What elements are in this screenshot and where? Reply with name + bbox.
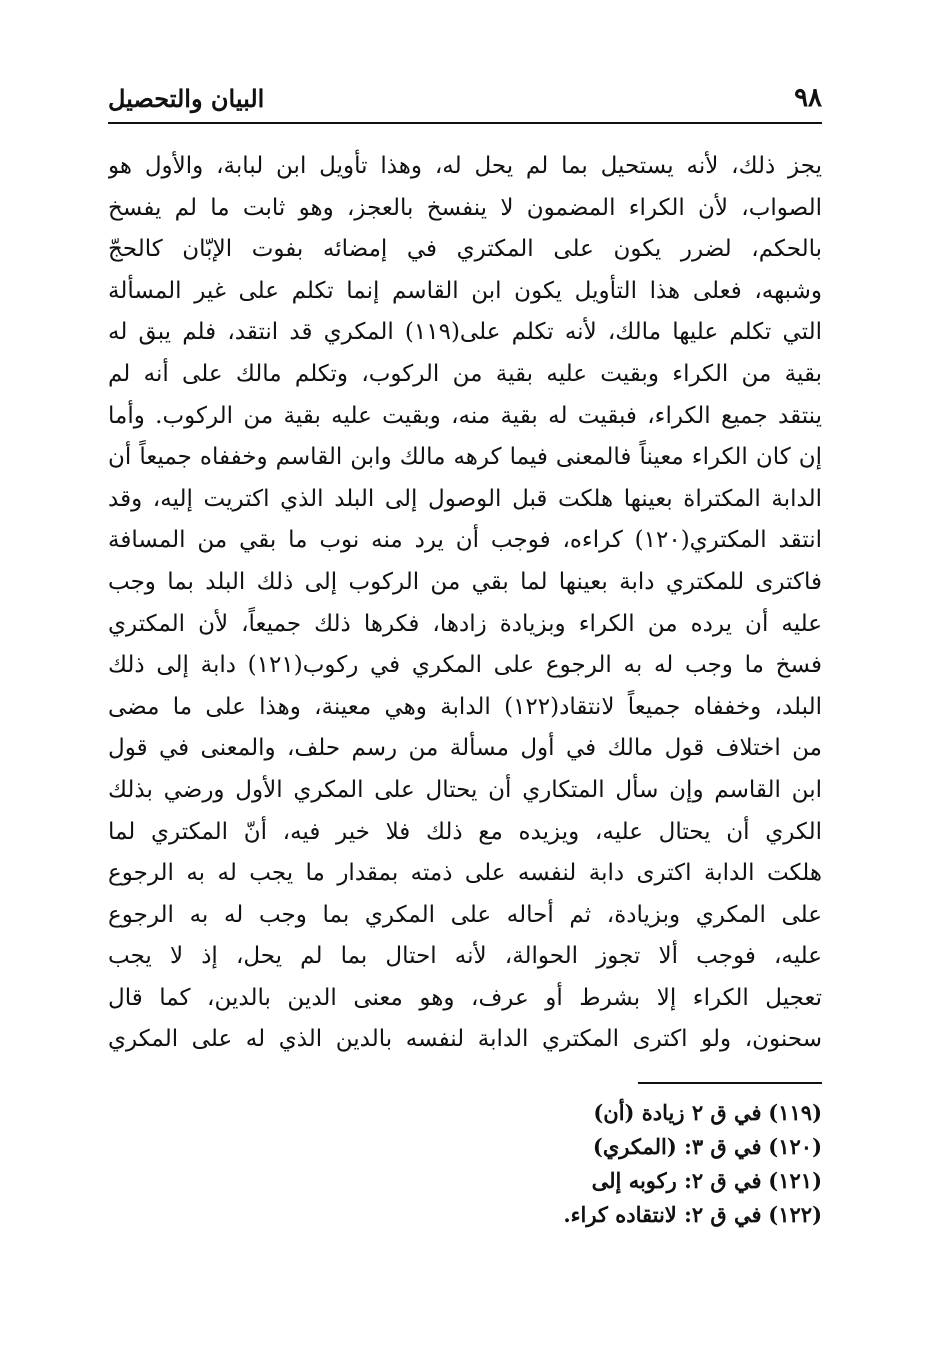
text-line: ابن القاسم وإن سأل المتكاري أن يحتال على المكري الأول ورضي بذلك [108,776,822,803]
footnotes [300,1096,822,1232]
footnote-number: (١٢٢) [768,1202,822,1227]
footnote [300,1096,822,1130]
text-line: انتقد المكتري(١٢٠) كراءه، فوجب أن يرد منه نوب ما بقي من المسافة [108,527,822,554]
text-line: بالحكم، لضرر يكون على المكتري في إمضائه بفوت الإبّان كالحجّ [108,236,822,263]
footnote [300,1198,822,1232]
text-line: تعجيل الكراء إلا بشرط أو عرف، وهو معنى الدين بالدين، كما قال [108,984,822,1011]
text-line: وشبهه، فعلى هذا التأويل يكون ابن القاسم إنما تكلم على غير المسألة [108,277,822,304]
text-line: البلد، وخففاه جميعاً لانتقاد(١٢٢) الدابة وهي معينة، وهذا على ما مضى [108,693,822,720]
text-line: الدابة المكتراة بعينها هلكت قبل الوصول إلى البلد الذي اكتريت إليه، وقد [108,485,822,512]
running-title: البيان والتحصيل [108,84,265,113]
text-line: عليه أن يرده من الكراء وبزيادة زادها، فكرها ذلك جميعاً، لأن المكتري [108,610,822,637]
text-line: التي تكلم عليها مالك، لأنه تكلم على(١١٩) المكري قد انتقد، فلم يبق له [108,319,822,346]
page-number: ٩٨ [794,83,822,113]
text-line: على المكري وبزيادة، ثم أحاله على المكري بما وجب له به الرجوع [108,901,822,928]
text-line: فسخ ما وجب له به الرجوع على المكري في ركوب(١٢١) دابة إلى ذلك [108,652,822,679]
text-line: الصواب، لأن الكراء المضمون لا ينفسخ بالعجز، وهو ثابت ما لم يفسخ [108,194,822,221]
footnote-number: (١٢٠) [768,1134,822,1159]
text-line: الكري أن يحتال عليه، ويزيده مع ذلك فلا خير فيه، أنّ المكتري لما [108,818,822,845]
text-line: هلكت الدابة اكترى دابة لنفسه على ذمته بمقدار ما يجب له به الرجوع [108,860,822,887]
main-text [108,146,822,1061]
text-line: إن كان الكراء معيناً فالمعنى فيما كرهه مالك وابن القاسم وخففاه جميعاً أن [108,444,822,471]
footnote-text: في ق ٢: لانتقاده كراء. [563,1202,762,1227]
text-line: يجز ذلك، لأنه يستحيل بما لم يحل له، وهذا تأويل ابن لبابة، والأول هو [108,153,822,179]
footnote-text: في ق ٢: ركوبه إلى [591,1168,762,1193]
text-line: من اختلاف قول مالك في أول مسألة من رسم حلف، والمعنى في قول [108,735,822,762]
footnote-number: (١١٩) [768,1100,822,1125]
text-line: ينتقد جميع الكراء، فبقيت له بقية منه، وبقيت عليه بقية من الركوب. وأما [108,402,822,429]
footnote-divider [638,1082,822,1084]
footnote-number: (١٢١) [768,1168,822,1193]
page-header [108,82,822,124]
footnote-text: في ق ٣: (المكري) [592,1134,762,1159]
text-line: فاكترى للمكتري دابة بعينها لما بقي من الركوب إلى ذلك البلد بما وجب [108,568,822,595]
footnote [300,1130,822,1164]
text-line: عليه، فوجب ألا تجوز الحوالة، لأنه احتال بما لم يحل، إذ لا يجب [108,943,822,970]
text-line: سحنون، ولو اكترى المكتري الدابة لنفسه بالدين الذي له على المكري [108,1026,822,1053]
footnote [300,1164,822,1198]
footnote-text: في ق ٢ زيادة (أن) [593,1100,762,1125]
text-line: بقية من الكراء وبقيت عليه بقية من الركوب، وتكلم مالك على أنه لم [108,360,822,387]
